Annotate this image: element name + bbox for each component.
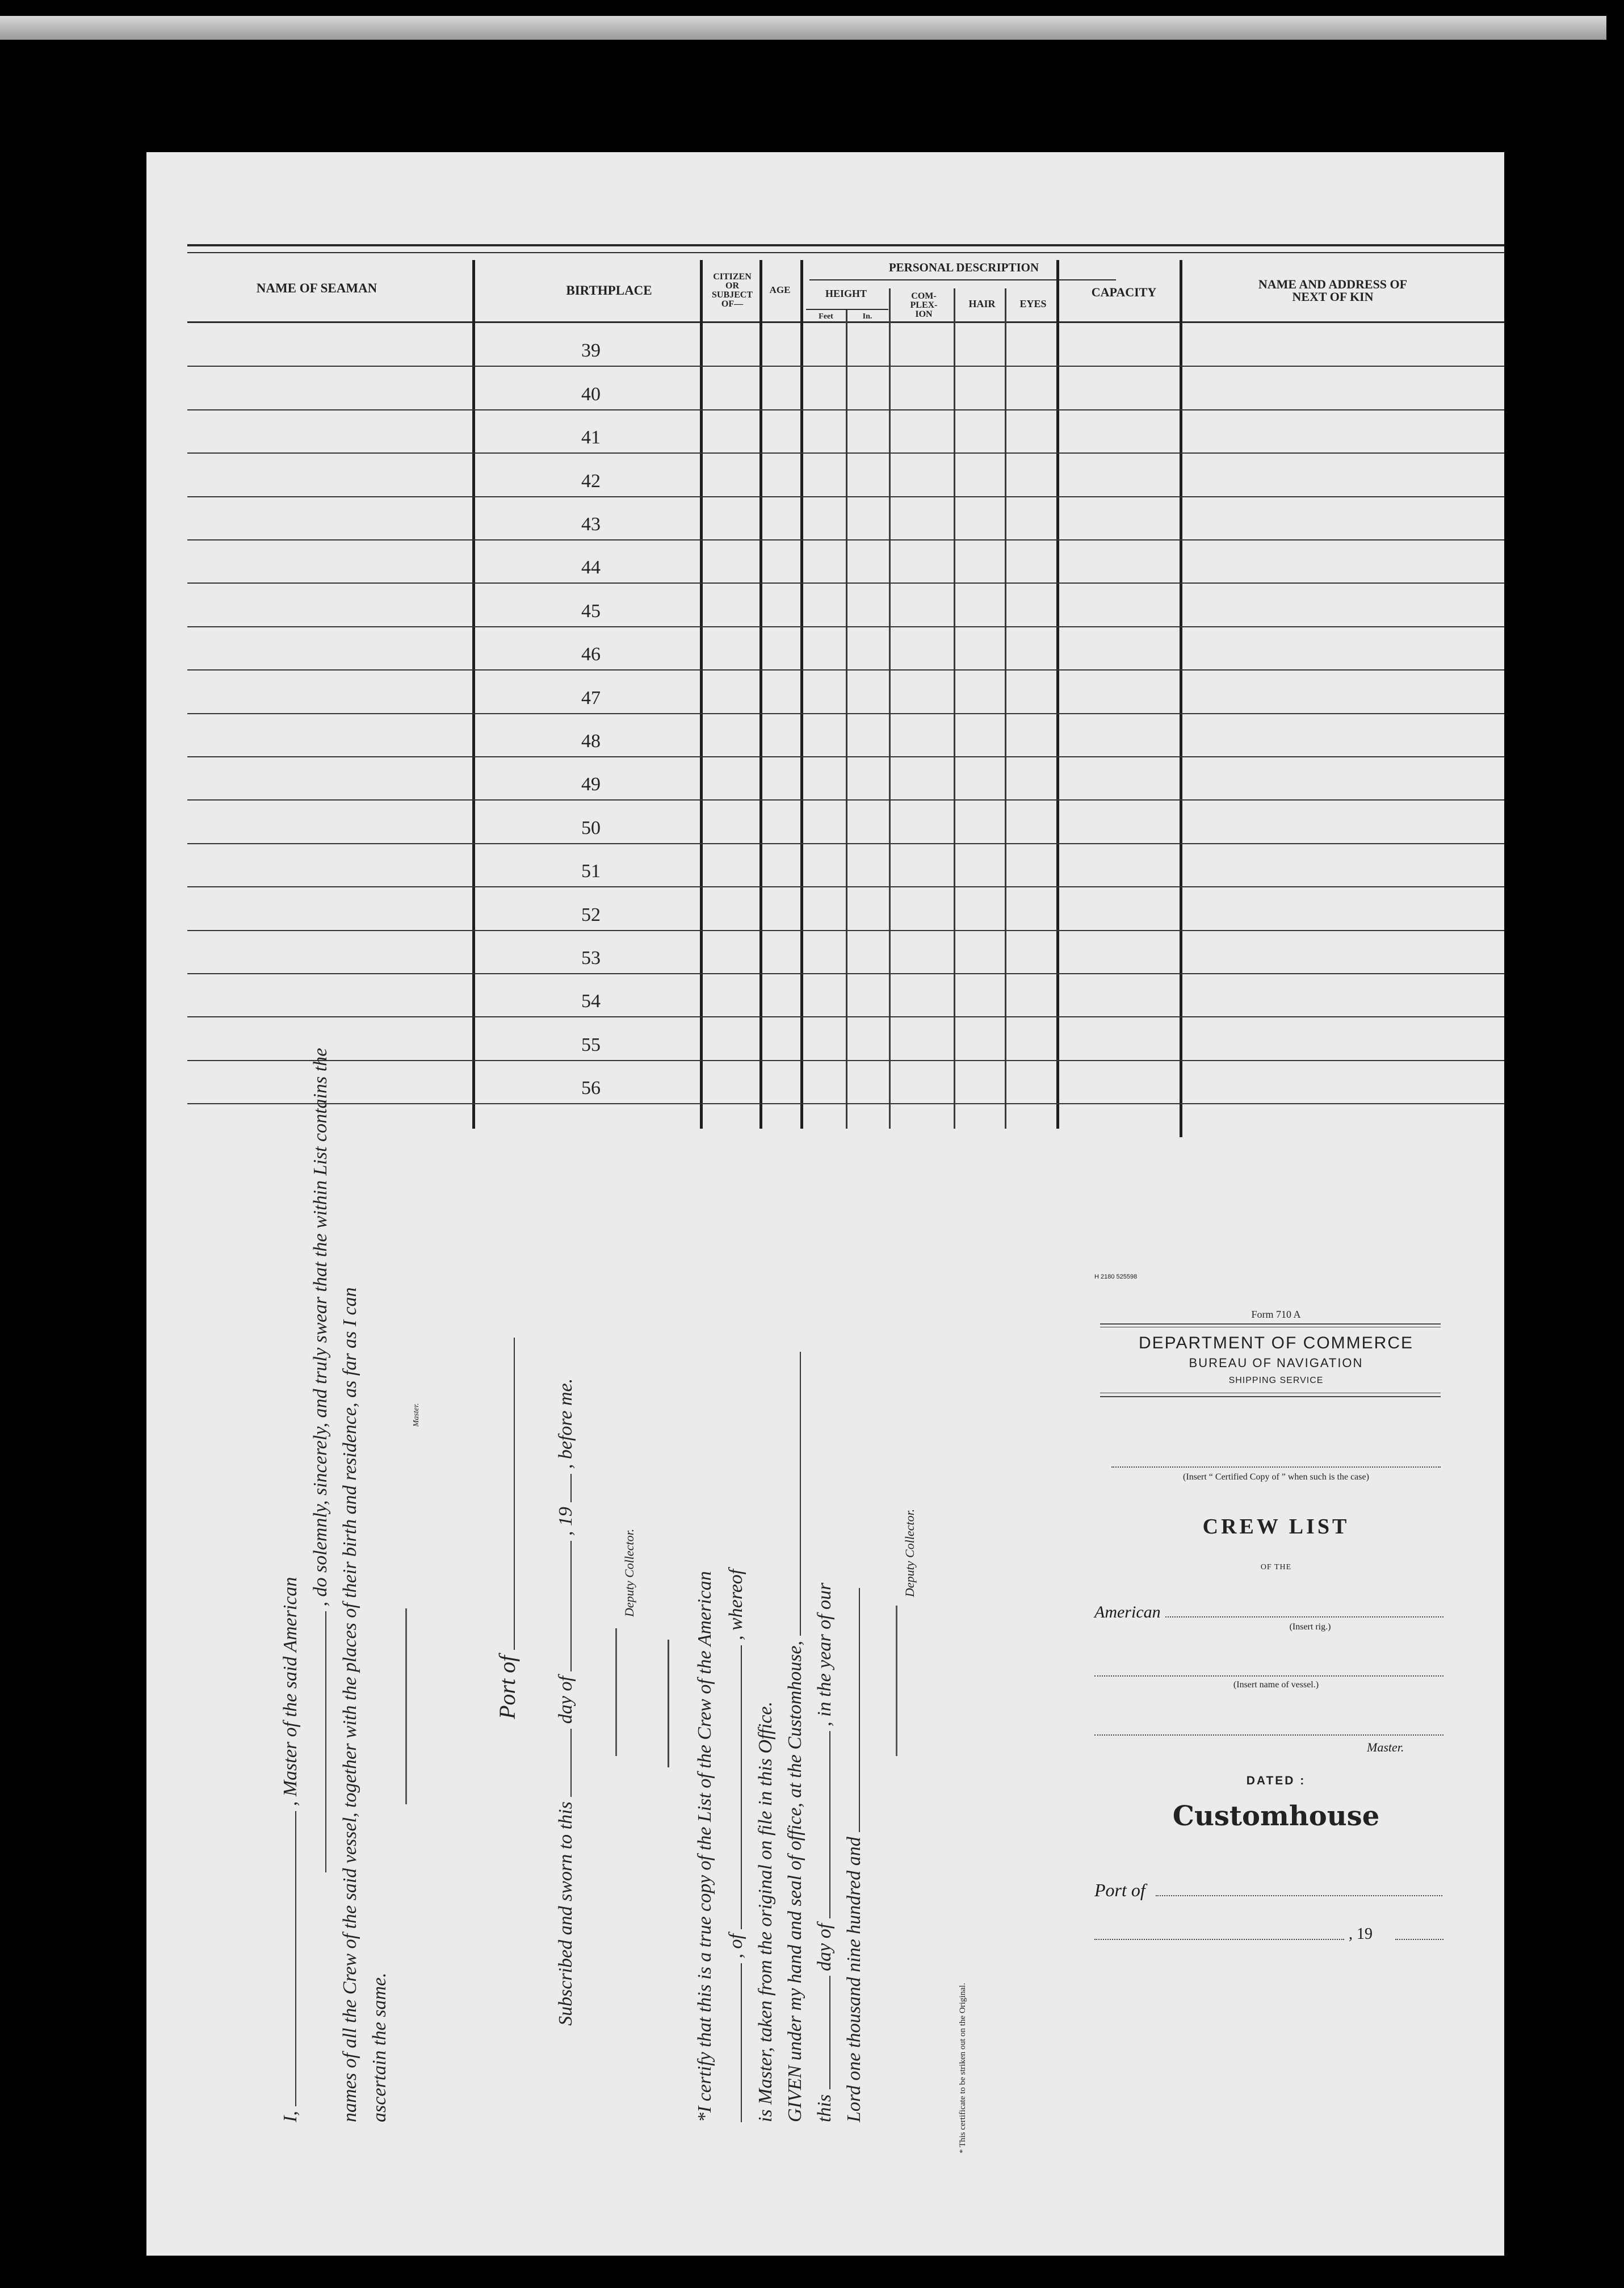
certified-copy-blank[interactable] [1111,1466,1441,1468]
row-number: 45 [581,600,601,622]
deputy-collector-label: Deputy Collector. [622,1528,636,1617]
header-personal-description: PERSONAL DESCRIPTION [888,261,1039,274]
subscribed-line [555,1378,577,2026]
row-number: 42 [581,470,601,492]
year-text: , 19 [555,1507,576,1536]
header-next-of-kin-line: NEXT OF KIN [1292,290,1374,304]
given-text: GIVEN under my hand and seal of office, at the Customhouse, [784,1640,805,2122]
table-row[interactable] [187,973,1504,1016]
table-row[interactable] [187,756,1504,799]
row-number: 56 [581,1078,601,1099]
header-eyes: EYES [1019,298,1047,309]
port-of-text: Port of [494,1655,520,1719]
bureau-title: BUREAU OF NAVIGATION [1189,1356,1363,1370]
row-number: 39 [581,340,601,362]
cover-panel [1094,1273,1458,2170]
oath-line-3: names of all the Crew of the said vessel, together with the places of their birth and residence, as far as I can [339,1287,360,2122]
row-number: 43 [581,514,601,535]
certificate-line-6 [844,1588,865,2122]
row-number: 50 [581,817,601,839]
cover-master-label: Master. [1367,1740,1404,1754]
table-row[interactable] [187,626,1504,669]
row-number: 48 [581,731,601,752]
row-number: 47 [581,687,601,709]
row-number: 41 [581,427,601,449]
cert-day-blank[interactable] [829,1976,830,2089]
master-label: Master. [412,1403,421,1427]
port-of-label [494,1338,521,1719]
table-row[interactable] [187,1060,1504,1103]
table-row[interactable] [187,843,1504,886]
port-blank[interactable] [741,1645,742,1929]
header-citizen-line: SUBJECT [711,290,753,300]
service-title: SHIPPING SERVICE [1228,1376,1324,1385]
top-rule [187,244,1504,246]
row-number: 53 [581,948,601,969]
table-row[interactable] [187,366,1504,409]
header-next-of-kin [1191,278,1475,303]
of-text: , of [725,1934,746,1959]
cert-deputy-collector-label: Deputy Collector. [903,1508,917,1597]
american-label: American [1094,1603,1161,1621]
oath-line-1 [280,1577,301,2122]
rig-blank[interactable] [1165,1616,1443,1617]
header-citizen [704,273,761,309]
row-rule [187,1103,1504,1104]
top-rule-thin [187,252,1504,253]
cover-port-blank[interactable] [1156,1895,1442,1896]
header-citizen-line: OR [725,281,739,291]
header-birthplace: BIRTHPLACE [566,283,652,297]
form-number: Form 710 A [1251,1309,1301,1320]
table-row[interactable] [187,409,1504,452]
table-row[interactable] [187,452,1504,496]
whereof-text: , whereof [725,1569,746,1641]
table-row[interactable] [187,583,1504,626]
day-of-text: day of [555,1676,576,1724]
oath-text: , do solemnly, sincerely, and truly swear that the within List contains the [310,1047,331,1607]
row-number: 52 [581,904,601,925]
table-row[interactable] [187,539,1504,583]
year-of-our-text: , in the year of our [814,1582,835,1727]
year-blank[interactable] [570,1474,572,1502]
cover-year-blank[interactable] [1395,1939,1443,1940]
cover-rule [1100,1396,1441,1397]
header-hair: HAIR [968,298,996,309]
department-title: DEPARTMENT OF COMMERCE [1138,1334,1414,1352]
header-complexion-line: COM- [911,291,937,301]
row-number: 40 [581,383,601,405]
master-name-blank[interactable] [295,1811,296,2106]
header-citizen-line: OF— [721,299,744,309]
header-citizen-line: CITIZEN [713,272,752,282]
table-row[interactable] [187,322,1504,366]
customhouse-blank[interactable] [800,1352,801,1636]
row-number: 54 [581,991,601,1012]
cert-month-blank[interactable] [829,1731,830,1918]
oath-line-4: ascertain the same. [369,1972,390,2122]
cover-port-of-label: Port of [1094,1880,1145,1900]
scanner-edge-bar [0,16,1606,40]
certificate-line-4 [784,1352,806,2122]
table-row[interactable] [187,930,1504,973]
table-row[interactable] [187,669,1504,713]
master-signature-line[interactable] [405,1608,407,1804]
row-number: 51 [581,861,601,882]
header-next-of-kin-line: NAME AND ADDRESS OF [1258,277,1408,291]
insert-certified-note: (Insert “ Certified Copy of ” when such is the case) [1183,1472,1369,1482]
crew-list-page [146,152,1504,2256]
header-complexion [891,292,956,319]
cert-year-blank[interactable] [859,1588,860,1832]
section-divider [668,1640,669,1767]
this-text: this [814,2094,835,2122]
table-row[interactable] [187,886,1504,929]
vessel-name-blank[interactable] [325,1611,326,1872]
customhouse-title: Customhouse [1172,1800,1380,1832]
header-height: HEIGHT [825,288,867,299]
table-row[interactable] [187,1016,1504,1059]
cover-rule [1100,1323,1441,1325]
row-number: 46 [581,644,601,665]
table-row[interactable] [187,713,1504,756]
header-age: AGE [769,284,791,295]
vessel-name-blank[interactable] [1094,1675,1443,1677]
day-of-text: day of [814,1923,835,1971]
table-row[interactable] [187,496,1504,539]
subscribed-text: Subscribed and sworn to this [555,1801,576,2026]
insert-rig-note: (Insert rig.) [1289,1622,1331,1632]
month-blank[interactable] [570,1541,572,1671]
row-number: 44 [581,557,601,579]
cover-date-blank[interactable] [1094,1939,1344,1940]
header-feet: Feet [819,312,833,321]
row-number: 55 [581,1034,601,1055]
cover-year-label: , 19 [1349,1925,1373,1943]
before-me-text: , before me. [555,1378,576,1469]
certificate-footnote: * This certificate to be striken out on the Original. [958,1983,967,2153]
dated-label: DATED : [1246,1774,1306,1787]
deputy-signature-line[interactable] [615,1628,617,1756]
header-inches: In. [862,312,872,321]
port-of-blank[interactable] [514,1338,515,1650]
header-name-of-seaman: NAME OF SEAMAN [256,281,377,295]
day-blank[interactable] [570,1729,572,1797]
insert-name-note: (Insert name of vessel.) [1233,1680,1319,1690]
vessel-blank[interactable] [741,1963,742,2122]
header-complexion-line: ION [915,309,933,319]
cert-deputy-signature-line[interactable] [896,1606,897,1756]
master-blank[interactable] [1094,1734,1443,1736]
header-complexion-line: PLEX- [910,300,938,310]
certificate-line-2 [725,1569,747,2122]
oath-text: , Master of the said American [280,1577,301,1807]
certificate-line-3: is Master, taken from the original on file in this Office. [755,1701,776,2122]
print-code: H 2180 525598 [1094,1273,1138,1280]
row-number: 49 [581,774,601,795]
personal-description-rule [809,279,1116,280]
certificate-line-5 [814,1583,836,2122]
oath-line-2 [310,1048,331,1872]
of-the-label: OF THE [1260,1563,1292,1572]
certificate-line-1: *I certify that this is a true copy of the List of the Crew of the American [694,1571,715,2122]
header-capacity: CAPACITY [1091,285,1157,299]
crew-list-title: CREW LIST [1202,1515,1350,1539]
oath-text: I, [280,2111,301,2122]
lord-text: Lord one thousand nine hundred and [844,1837,865,2122]
table-row[interactable] [187,799,1504,843]
